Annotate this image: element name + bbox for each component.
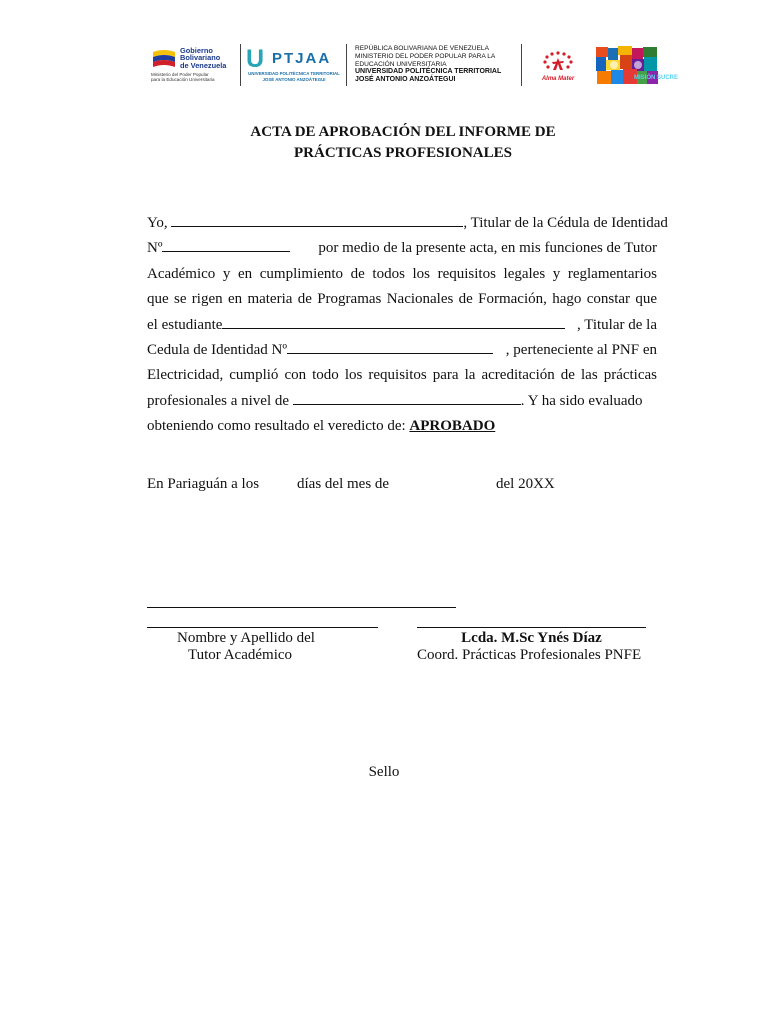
body-line [147, 287, 657, 312]
alma-mater-logo [531, 50, 585, 86]
header-divider [240, 44, 241, 86]
tutor-signature-label-1: Nombre y Apellido del [177, 630, 315, 646]
student-id-number-blank[interactable] [287, 339, 493, 354]
uptjaa-logo-word: PTJAA [272, 50, 332, 67]
body-line [147, 262, 657, 287]
body-line [147, 313, 657, 338]
body-line [147, 211, 668, 236]
title-line-2: PRÁCTICAS PROFESIONALES [294, 145, 512, 161]
uptjaa-logo-mark: U [246, 45, 266, 73]
alma-mater-label: Alma Mater [541, 76, 575, 82]
body-text: . Y ha sido evaluado [520, 392, 643, 409]
body-text: Yo, [147, 215, 168, 231]
uptjaa-sub-2: JOSÉ ANTONIO ANZOÁTEGUI [262, 76, 326, 82]
universidad-line: UNIVERSIDAD POLITÉCNICA TERRITORIAL [355, 68, 502, 76]
tutor-id-number-blank[interactable] [162, 237, 290, 252]
uptjaa-logo [246, 44, 341, 86]
tutor-name-blank[interactable] [171, 212, 463, 227]
document-title [147, 122, 659, 164]
body-text: profesionales a nivel de [147, 392, 290, 409]
uptjaa-sub-1: UNIVERSIDAD POLITÉCNICA TERRITORIAL [248, 71, 340, 76]
body-text: que se rigen en materia de Programas Nacionales de Formación, hago constar que [147, 291, 657, 308]
body-line [147, 414, 657, 439]
body-text: Académico y en cumplimiento de todos los requisitos legales y reglamentarios [147, 265, 657, 282]
gobierno-logo-text [180, 47, 226, 69]
colorful-art-logo-icon [594, 45, 679, 87]
alma-mater-dots-icon [541, 50, 575, 72]
tutor-signature-line [147, 627, 378, 628]
gobierno-line-3: de Venezuela [180, 60, 227, 70]
date-part-3: del 20XX [496, 476, 555, 492]
gobierno-sub-1: Ministerio del Poder Popular [151, 72, 209, 77]
body-text: obteniendo como resultado el veredicto de: [147, 418, 406, 435]
venezuela-flag-icon [151, 48, 177, 68]
student-name-blank[interactable] [222, 314, 565, 329]
header-divider [346, 44, 347, 86]
ministerio-line: MINISTERIO DEL PODER POPULAR PARA LA [355, 52, 496, 60]
body-line [147, 338, 657, 363]
gobierno-sub-2: para la Educación Universitaria [151, 77, 215, 83]
body-text: , perteneciente al PNF en [505, 342, 657, 359]
header-divider [521, 44, 522, 86]
signature-line [147, 607, 456, 608]
uptjaa-logo-subtitle [248, 71, 340, 82]
body-text: Electricidad, cumplió con todo los requisitos para la acreditación de las prácticas [147, 367, 657, 384]
practice-level-blank[interactable] [293, 390, 521, 405]
body-text: el estudiante [147, 316, 223, 333]
body-text: por medio de la presente acta, en mis funciones de Tutor [318, 240, 657, 257]
coordinator-signature-line [417, 627, 646, 628]
body-line [147, 389, 657, 414]
verdict-aprobado: APROBADO [409, 418, 496, 435]
body-text: , Titular de la Cédula de Identidad [463, 215, 668, 231]
mision-sucre-logo [594, 45, 679, 87]
art-logo-text: MISIÓN SUCRE [634, 75, 679, 81]
tutor-signature-label-2: Tutor Académico [188, 647, 293, 663]
date-part-2: días del mes de [297, 476, 390, 492]
gobierno-line-1: Gobierno [180, 46, 213, 55]
body-line [147, 363, 657, 388]
body-line [147, 236, 657, 261]
body-text: Cedula de Identidad Nº [147, 342, 288, 359]
sello-label: Sello [368, 764, 400, 780]
coordinator-name: Lcda. M.Sc Ynés Díaz [461, 630, 602, 646]
date-part-1: En Pariaguán a los [147, 476, 260, 492]
body-text: , Titular de la [576, 316, 657, 333]
title-line-1: ACTA DE APROBACIÓN DEL INFORME DE [250, 124, 556, 140]
institution-text-block [355, 45, 525, 84]
coordinator-role: Coord. Prácticas Profesionales PNFE [417, 647, 642, 663]
gobierno-bolivariano-logo [147, 44, 237, 86]
body-text: Nº [147, 240, 163, 257]
gobierno-ministry-text [151, 72, 215, 82]
republica-line: REPÚBLICA BOLIVARIANA DE VENEZUELA [355, 45, 489, 52]
educacion-line: EDUCACIÓN UNIVERSITARIA [355, 60, 447, 68]
jose-antonio-line: JOSÉ ANTONIO ANZOÁTEGUI [355, 76, 456, 84]
document-header [147, 42, 679, 88]
acta-body-paragraph [147, 211, 668, 440]
gobierno-line-2: Bolivariano [180, 53, 221, 63]
